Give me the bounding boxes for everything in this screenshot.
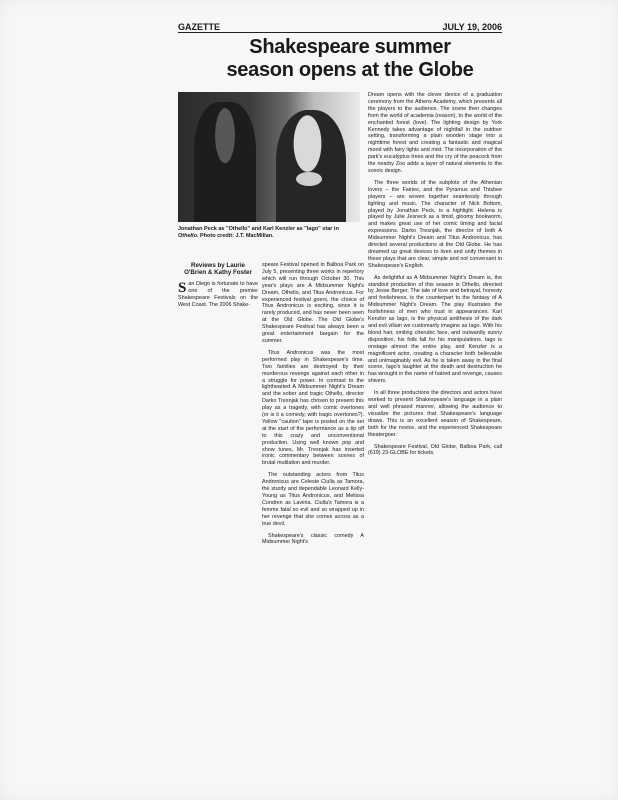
byline-line-1: Reviews by Laurie (191, 262, 245, 269)
publication-name: GAZETTE (178, 22, 220, 32)
paragraph: As delightful as A Midsummer Night's Dream is, the standout production of this season is Othello, directed by Jesse Berger. The tale of love and betrayal, honesty and foolishness, is the counterpart to the fantasy of A Midsummer Night's Dream. The play illustrates the foolishness of men who trust in appearances. Karl Kenzler as Iago, is the physical antithesis of the dark and evil villain we customarily imagine as Iago. With his blond hair, smiling cherubic face, and outwardly sunny disposition, his foils fall for his manipulations. Iago is onstage almost the entire play, and Kenzler is a magnificent actor, creating a character both believable and unimaginably evil. As he is taken away in the final scene, Iago's laughter at the death and destruction he has wrought in the name of hatred and revenge, causes shivers. (368, 274, 502, 385)
article-column-1 (178, 262, 258, 314)
article-column-2 (262, 262, 364, 551)
article-column-3 (368, 92, 502, 462)
paragraph: In all three productions the directors and actors have worked to present Shakespeare's language in a plain and well phrased manner, allowing the audience to visualize the pictures that Shakespeare's language draws. This is an excellent season of Shakespeare, both for the novice, and the experienced Shakespeare theatergoer. (368, 390, 502, 438)
headline-line-2: season opens at the Globe (226, 59, 474, 81)
caption-suffix: . Photo credit: J.T. MacMillan. (196, 233, 274, 239)
byline-line-2: O'Brien & Kathy Foster (184, 269, 252, 277)
photo-hand (296, 172, 322, 186)
issue-date: JULY 19, 2006 (442, 22, 502, 32)
paragraph: The three worlds of the subplots of the Athenian lovers – the Fairies, and the Pyramus and Thisbee players – are woven together seamlessly through lighting and music. The character of Nick Bottom, played by Jonathan Peck, is a highlight. Helena is played by Julie Jesneck as a timid, gloomy bookworm, and makes great use of her comic timing and facial expressions. Darko Tresnjak, the director of both A Midsummer Night's Dream and Titus Andronicus, has directed several productions at the Old Globe. He has dreamed up great devices to liven and unify themes in these plays that are clear, simple and not conversant in Shakespeare's English. (368, 179, 502, 269)
photo-figure-right (276, 110, 346, 222)
caption-italic: Othello (178, 233, 197, 239)
masthead (178, 22, 502, 36)
paragraph-text: an Diego is fortunate to have one of the premier Shakespeare Festivals on the West Coast. The 2006 Shake- (178, 281, 258, 309)
paragraph: Shakespeare Festival, Old Globe, Balboa Park, call (619) 23-GLOBE for tickets. (368, 443, 502, 457)
paragraph (178, 281, 258, 309)
paragraph: Dream opens with the clever device of a graduation ceremony from the Athens Academy, which presents all the players to the audience. The scene then changes from the world of academia (reason), to the world of the enchanted forest (love). The lighting design by York Kennedy takes advantage of nightfall in the outdoor setting, transforming a plain wooden stage into a nighttime forest and creating a fantastic and magical mood with fairy lights and mist. The incorporation of the park's eucalyptus trees and the cry of the peacock from the nearby Zoo adds a layer of natural elements to the scenic design. (368, 92, 502, 174)
caption-prefix: Jonathan Peck as "Othello" and Karl Kenzler as "Iago" star in (178, 226, 339, 232)
photo-figure-left (194, 102, 256, 222)
headline (190, 36, 510, 82)
drop-cap: S (178, 280, 187, 297)
paragraph: The outstanding actors from Titus Andronicus are Celeste Ciulla as Tamora, the sturdy and dependable Leonard Kelly-Young as Titus Andronicus, and Melissa Condren as Lavinia. Ciulla's Tamora is a femme fatal so evil and so wrapped up in her revenge that she comes across as a true devil. (262, 472, 364, 527)
paragraph: Titus Andronicus was the most performed play in Shakespeare's time. Two families are destroyed by their murderous revenge against each other in a struggle for power. In contrast to the lighthearted A Midsummer Night's Dream and the sober and tragic Othello, director Darko Tresnjak has chosen to present this play as a tragedy, with comic overtones (or is it a comedy, with tragic overtones?). Yellow "caution" tape is posted on the set at the start of the performance as a tip off to this crazy and unconventional production. Using well known pop and show tunes, Mr. Tresnjak has inserted ironic commentary between scenes of brutal mutilation and murder. (262, 349, 364, 467)
header-rule (178, 32, 502, 33)
paragraph: Shakespeare's classic comedy A Midsummer Night's (262, 532, 364, 546)
byline (178, 262, 258, 276)
photo-caption (178, 226, 360, 240)
headline-line-1: Shakespeare summer (249, 36, 451, 58)
article-photo (178, 92, 360, 222)
paragraph: speare Festival opened in Balboa Park on July 5, presenting three works in repertory which will run through October 30. This year's plays are A Midsummer Night's Dream, Othello, and Titus Andronicus. For experienced festival goers, the choice of Titus Andronicus is exciting, since it is rarely produced, and has never been seen at the Old Globe. The Old Globe's Shakespeare Festival has always been a great entertainment bargain for the summer. (262, 262, 364, 344)
